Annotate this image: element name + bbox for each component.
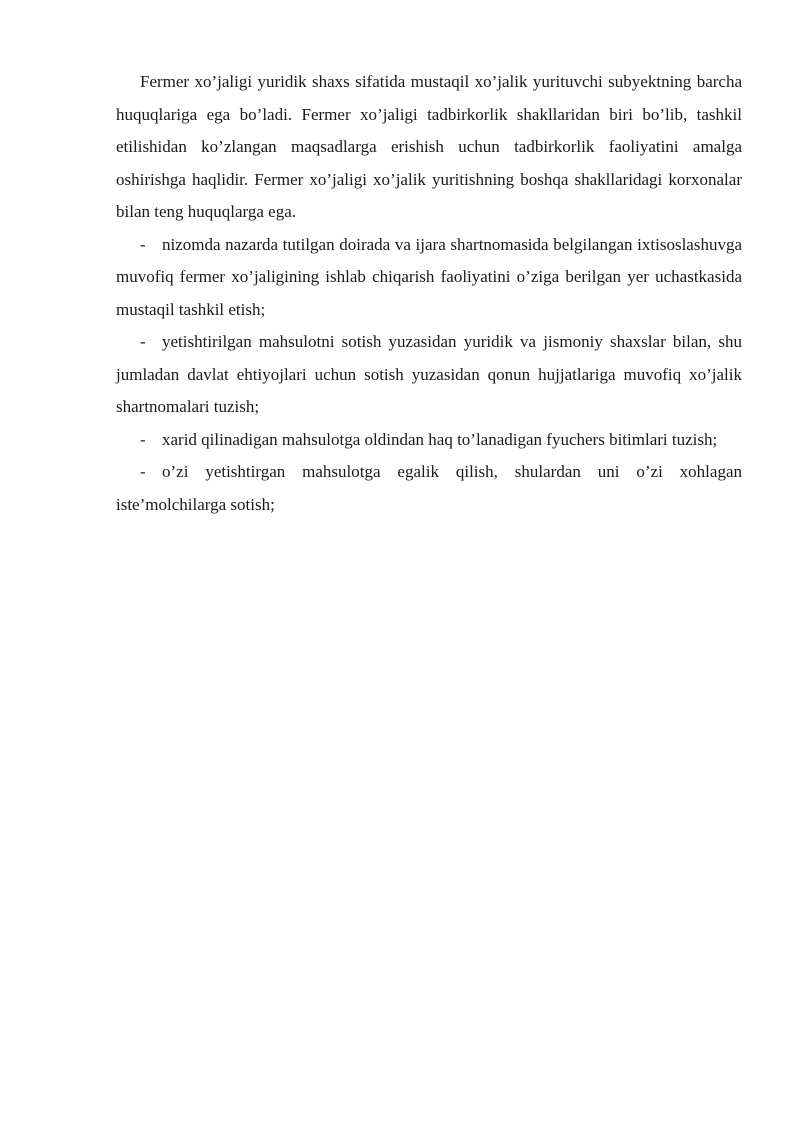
- list-item-text: nizomda nazarda tutilgan doirada va ijara shartnomasida belgilangan ixtisoslashuvga muvofiq fermer xo’jaligining ishlab chiqarish faoliyatini o’ziga berilgan yer uchastkasida mustaqil tashkil etish;: [116, 234, 742, 319]
- list-item-text: o’zi yetishtirgan mahsulotga egalik qilish, shulardan uni o’zi xohlagan iste’molchilarga sotish;: [116, 462, 742, 514]
- list-item: [116, 456, 742, 521]
- list-item-text: xarid qilinadigan mahsulotga oldindan haq to’lanadigan fyuchers bitimlari tuzish;: [162, 429, 718, 449]
- intro-paragraph: Fermer xo’jaligi yuridik shaxs sifatida mustaqil xo’jalik yurituvchi subyektning barcha huquqlariga ega bo’ladi. Fermer xo’jaligi tadbirkorlik shakllaridan biri bo’lib, tashkil etilishidan ko’zlangan maqsadlarga erishish uchun tadbirkorlik faoliyatini amalga oshirishga haqlidir. Fermer xo’jaligi xo’jalik yuritishning boshqa shakllaridagi korxonalar bilan teng huquqlarga ega.: [116, 72, 742, 221]
- list-item: [116, 326, 742, 424]
- bullet-dash: -: [140, 462, 146, 481]
- document-body: [116, 66, 742, 521]
- list-item-text: yetishtirilgan mahsulotni sotish yuzasidan yuridik va jismoniy shaxslar bilan, shu jumladan davlat ehtiyojlari uchun sotish yuzasidan qonun hujjatlariga muvofiq xo’jalik shartnomalari tuzish;: [116, 332, 742, 416]
- bullet-dash: -: [140, 429, 146, 449]
- list-item: [116, 229, 742, 327]
- list-item: [116, 424, 758, 457]
- bullet-dash: -: [140, 234, 146, 254]
- bullet-dash: -: [140, 332, 146, 351]
